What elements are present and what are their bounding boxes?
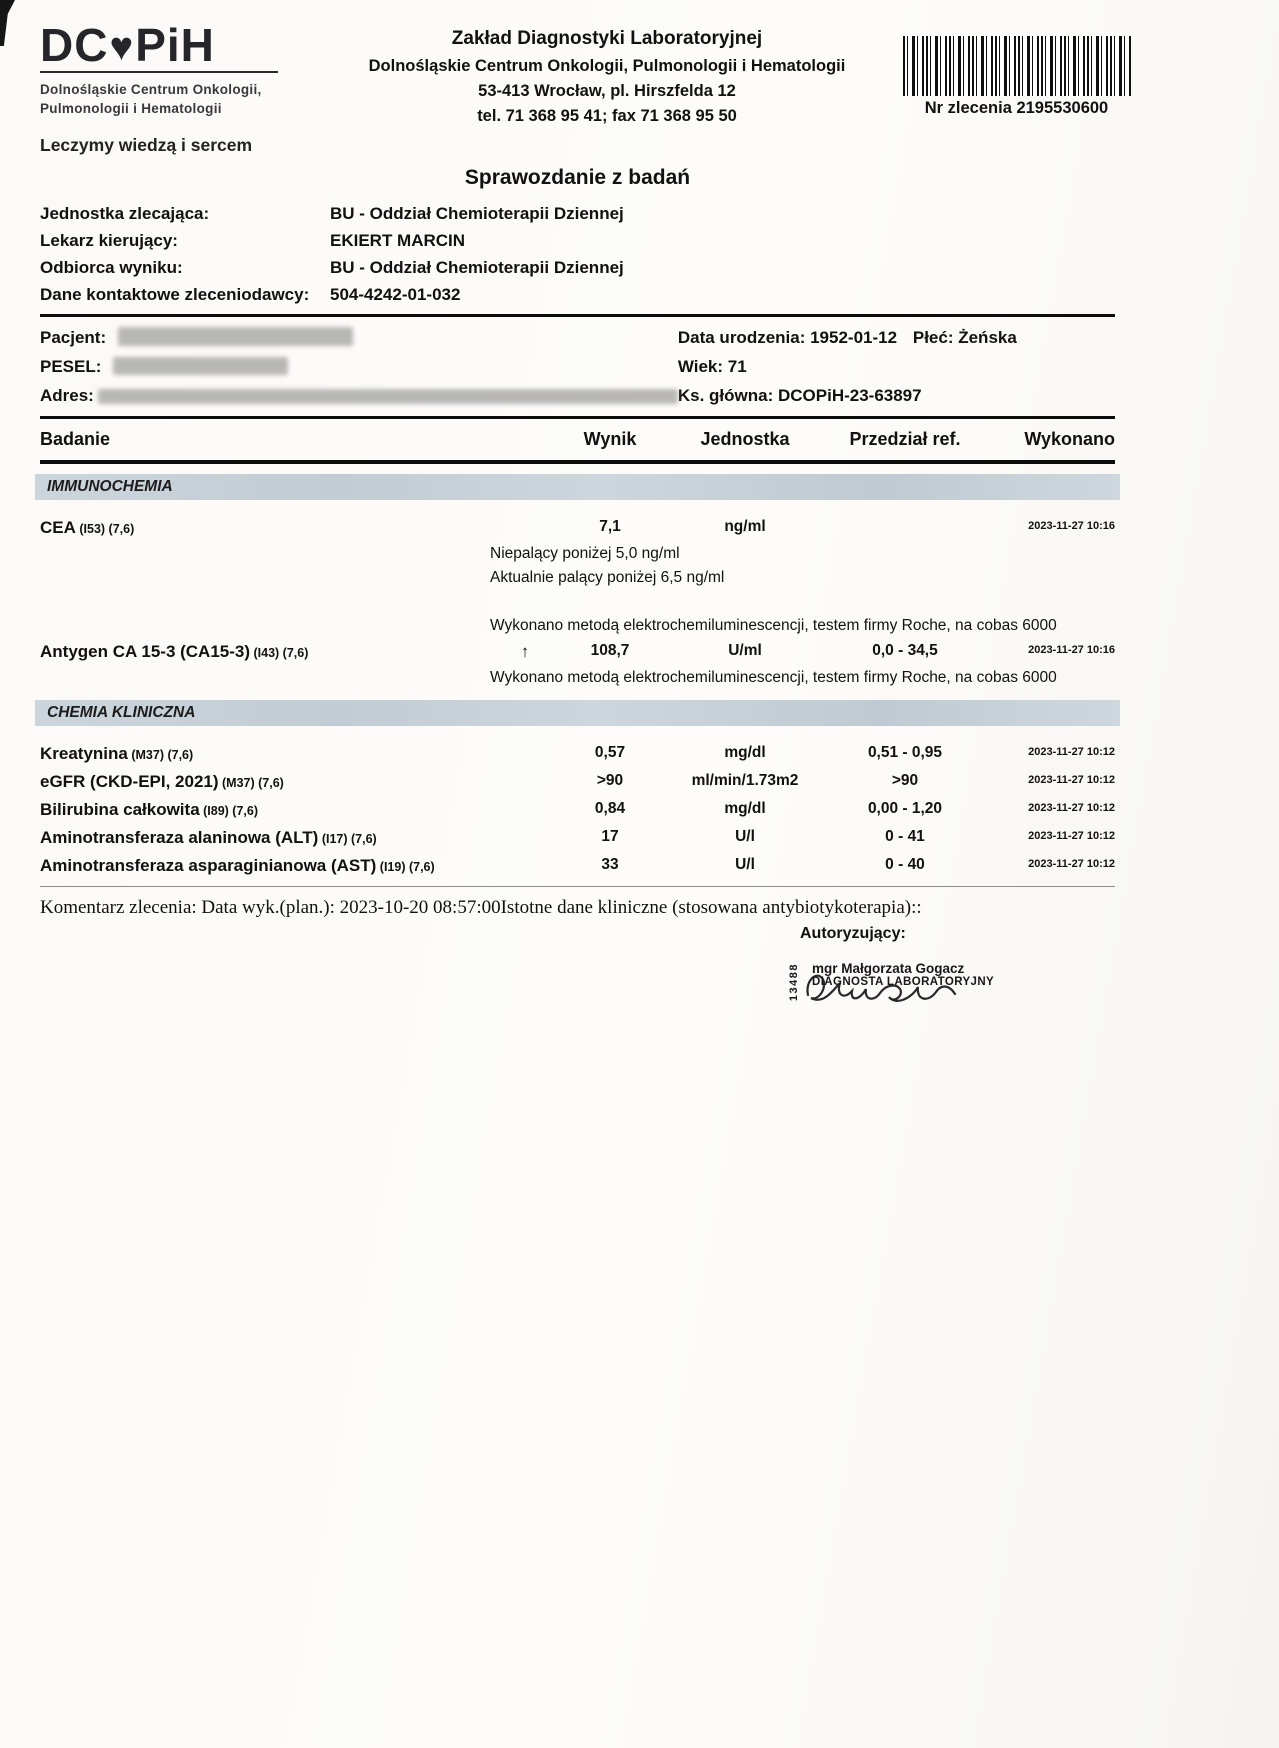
patient-block bbox=[40, 323, 1115, 410]
patient-name-row bbox=[40, 323, 678, 352]
test-name bbox=[40, 856, 500, 876]
test-code: (I89) (7,6) bbox=[199, 803, 259, 818]
order-info-label: Odbiorca wyniku: bbox=[40, 257, 183, 277]
test-name bbox=[40, 800, 500, 820]
main-book-number: Ks. główna: DCOPiH-23-63897 bbox=[677, 385, 922, 405]
order-info-label: Dane kontaktowe zleceniodawcy: bbox=[40, 284, 310, 304]
logo-block bbox=[40, 19, 320, 156]
result-value: 0,57 bbox=[594, 743, 626, 761]
patient-pesel-row bbox=[40, 352, 678, 381]
patient-book-row bbox=[678, 381, 1118, 410]
result-note: Wykonano metodą elektrochemiluminescencji, testem firmy Roche, na cobas 6000 bbox=[490, 668, 1057, 686]
result-row bbox=[40, 824, 1115, 852]
test-name bbox=[40, 828, 500, 848]
order-info-value: BU - Oddział Chemioterapii Dziennej bbox=[330, 257, 624, 277]
test-name-main: CEA bbox=[40, 517, 76, 537]
result-unit: ng/ml bbox=[724, 517, 766, 535]
stamp-name: mgr Małgorzata Gogacz bbox=[812, 961, 965, 977]
test-name-main: Kreatynina bbox=[40, 743, 128, 763]
result-row bbox=[40, 740, 1115, 768]
lab-name: Zakład Diagnostyki Laboratoryjnej bbox=[451, 28, 763, 49]
test-code: (M37) (7,6) bbox=[127, 747, 194, 762]
order-info-value: EKIERT MARCIN bbox=[330, 230, 466, 250]
test-name bbox=[40, 744, 500, 764]
patient-name-label: Pacjent: bbox=[40, 327, 107, 347]
lab-address-block bbox=[320, 22, 894, 156]
redacted-address bbox=[98, 389, 678, 404]
test-name bbox=[40, 642, 500, 662]
lab-org: Dolnośląskie Centrum Onkologii, Pulmonologii i Hematologii bbox=[368, 57, 846, 75]
test-name-main: Antygen CA 15-3 (CA15-3) bbox=[40, 641, 251, 661]
test-name bbox=[40, 772, 500, 792]
order-info-value: 504-4242-01-032 bbox=[330, 284, 461, 304]
column-header-wynik: Wynik bbox=[583, 429, 637, 450]
order-info-row bbox=[40, 200, 1115, 227]
patient-address-label: Adres: bbox=[40, 385, 94, 405]
lab-phone: tel. 71 368 95 41; fax 71 368 95 50 bbox=[477, 106, 737, 125]
order-info-row bbox=[40, 227, 1115, 254]
result-row bbox=[40, 514, 1115, 542]
barcode bbox=[903, 36, 1131, 96]
test-name bbox=[40, 518, 500, 538]
result-row bbox=[40, 768, 1115, 796]
logo-subtitle-1: Dolnośląskie Centrum Onkologii, bbox=[40, 82, 262, 97]
result-unit: U/l bbox=[735, 827, 755, 845]
dcopih-logo bbox=[40, 19, 320, 71]
reference-range: 0,51 - 0,95 bbox=[867, 743, 943, 761]
result-value: 108,7 bbox=[590, 641, 630, 659]
logo-underline bbox=[40, 71, 278, 73]
column-header-badanie: Badanie bbox=[40, 429, 111, 450]
redacted-pesel bbox=[113, 357, 288, 375]
patient-address-row bbox=[40, 381, 678, 410]
abnormal-flag-icon: ↑ bbox=[520, 641, 530, 661]
test-code: (I53) (7,6) bbox=[75, 521, 135, 536]
column-header-wykonano: Wykonano bbox=[1024, 429, 1115, 450]
reference-range: >90 bbox=[891, 771, 919, 789]
redacted-patient-name bbox=[118, 327, 353, 346]
test-code: (I17) (7,6) bbox=[318, 831, 377, 846]
row-spacer bbox=[40, 590, 1115, 614]
result-unit: mg/dl bbox=[724, 799, 766, 817]
logo-text-dc: DC bbox=[40, 19, 109, 71]
result-note: Niepalący poniżej 5,0 ng/ml bbox=[490, 544, 680, 562]
patient-pesel-label: PESEL: bbox=[40, 356, 102, 376]
reference-range: 0 - 40 bbox=[885, 855, 925, 873]
order-info-value: BU - Oddział Chemioterapii Dziennej bbox=[330, 203, 624, 223]
test-name-main: Aminotransferaza alaninowa (ALT) bbox=[40, 827, 319, 847]
result-value: 0,84 bbox=[594, 799, 626, 817]
performed-timestamp: 2023-11-27 10:12 bbox=[1028, 801, 1115, 814]
result-row bbox=[40, 852, 1115, 880]
result-value: >90 bbox=[596, 771, 624, 789]
logo-motto: Leczymy wiedzą i sercem bbox=[40, 134, 253, 155]
patient-age-row bbox=[678, 352, 1118, 381]
test-code: (I43) (7,6) bbox=[250, 645, 309, 660]
results-table bbox=[40, 474, 1115, 880]
performed-timestamp: 2023-11-27 10:16 bbox=[1028, 519, 1115, 532]
lab-address: 53-413 Wrocław, pl. Hirszfelda 12 bbox=[478, 81, 736, 100]
performed-timestamp: 2023-11-27 10:12 bbox=[1028, 857, 1115, 870]
sex: Płeć: Żeńska bbox=[912, 327, 1017, 347]
patient-demographics bbox=[678, 323, 1118, 410]
column-header-jednostka: Jednostka bbox=[700, 429, 790, 450]
reference-range: 0 - 41 bbox=[885, 827, 925, 845]
column-header-przedzial: Przedział ref. bbox=[849, 429, 961, 450]
performed-timestamp: 2023-11-27 10:12 bbox=[1028, 829, 1115, 842]
result-note: Wykonano metodą elektrochemiluminescencji, testem firmy Roche, na cobas 6000 bbox=[490, 616, 1057, 634]
performed-timestamp: 2023-11-27 10:12 bbox=[1028, 773, 1115, 786]
performed-timestamp: 2023-11-27 10:16 bbox=[1028, 643, 1115, 656]
order-info-row bbox=[40, 281, 1115, 308]
test-name-main: eGFR (CKD-EPI, 2021) bbox=[40, 771, 219, 791]
logo-text-pih: PiH bbox=[135, 19, 215, 71]
logo-subtitle-2: Pulmonologii i Hematologii bbox=[40, 100, 222, 116]
order-info-label: Jednostka zlecająca: bbox=[40, 203, 210, 223]
stamp-number: 13488 bbox=[788, 963, 800, 1002]
report-body bbox=[40, 200, 1115, 1026]
test-name-main: Aminotransferaza asparaginianowa (AST) bbox=[40, 855, 377, 875]
test-code: (M37) (7,6) bbox=[218, 775, 284, 790]
result-value: 17 bbox=[601, 827, 619, 845]
result-row bbox=[40, 638, 1115, 666]
test-name-main: Bilirubina całkowita bbox=[40, 799, 200, 819]
report-header bbox=[0, 0, 1279, 156]
result-value: 33 bbox=[601, 855, 619, 873]
reference-range: 0,00 - 1,20 bbox=[867, 799, 943, 817]
results-table-header bbox=[40, 425, 1115, 454]
result-unit: U/l bbox=[735, 855, 755, 873]
order-number-label: Nr zlecenia 2195530600 bbox=[924, 99, 1109, 117]
result-unit: ml/min/1.73m2 bbox=[691, 771, 799, 789]
divider bbox=[40, 314, 1115, 317]
order-info-label: Lekarz kierujący: bbox=[40, 230, 178, 250]
patient-birth-sex-row bbox=[678, 323, 1118, 352]
divider bbox=[40, 460, 1115, 464]
section-band: CHEMIA KLINICZNA bbox=[35, 700, 1120, 726]
section-band: IMMUNOCHEMIA bbox=[35, 474, 1120, 500]
result-unit: mg/dl bbox=[724, 743, 766, 761]
barcode-block bbox=[894, 22, 1139, 156]
age: Wiek: 71 bbox=[677, 356, 747, 376]
authorizer-stamp bbox=[788, 961, 1092, 1025]
result-unit: U/ml bbox=[728, 641, 762, 659]
order-comment: Komentarz zlecenia: Data wyk.(plan.): 2023-10-20 08:57:00Istotne dane kliniczne (stosowana antybiotykoterapia):: bbox=[40, 897, 922, 919]
authorizing-label: Autoryzujący: bbox=[800, 925, 906, 943]
birth-date: Data urodzenia: 1952-01-12 bbox=[677, 327, 898, 347]
divider-faint bbox=[40, 886, 1115, 888]
heart-icon: ♥ bbox=[109, 25, 135, 69]
test-code: (I19) (7,6) bbox=[376, 859, 435, 874]
result-note: Aktualnie palący poniżej 6,5 ng/ml bbox=[490, 568, 725, 586]
result-row bbox=[40, 796, 1115, 824]
performed-timestamp: 2023-11-27 10:12 bbox=[1028, 745, 1115, 758]
page-title: Sprawozdanie z badań bbox=[464, 165, 691, 189]
stamp-title: DIAGNOSTA LABORATORYJNY bbox=[812, 976, 995, 989]
order-info-row bbox=[40, 254, 1115, 281]
reference-range: 0,0 - 34,5 bbox=[872, 641, 938, 659]
divider bbox=[40, 416, 1115, 420]
patient-identity bbox=[40, 323, 678, 410]
result-value: 7,1 bbox=[599, 517, 621, 535]
